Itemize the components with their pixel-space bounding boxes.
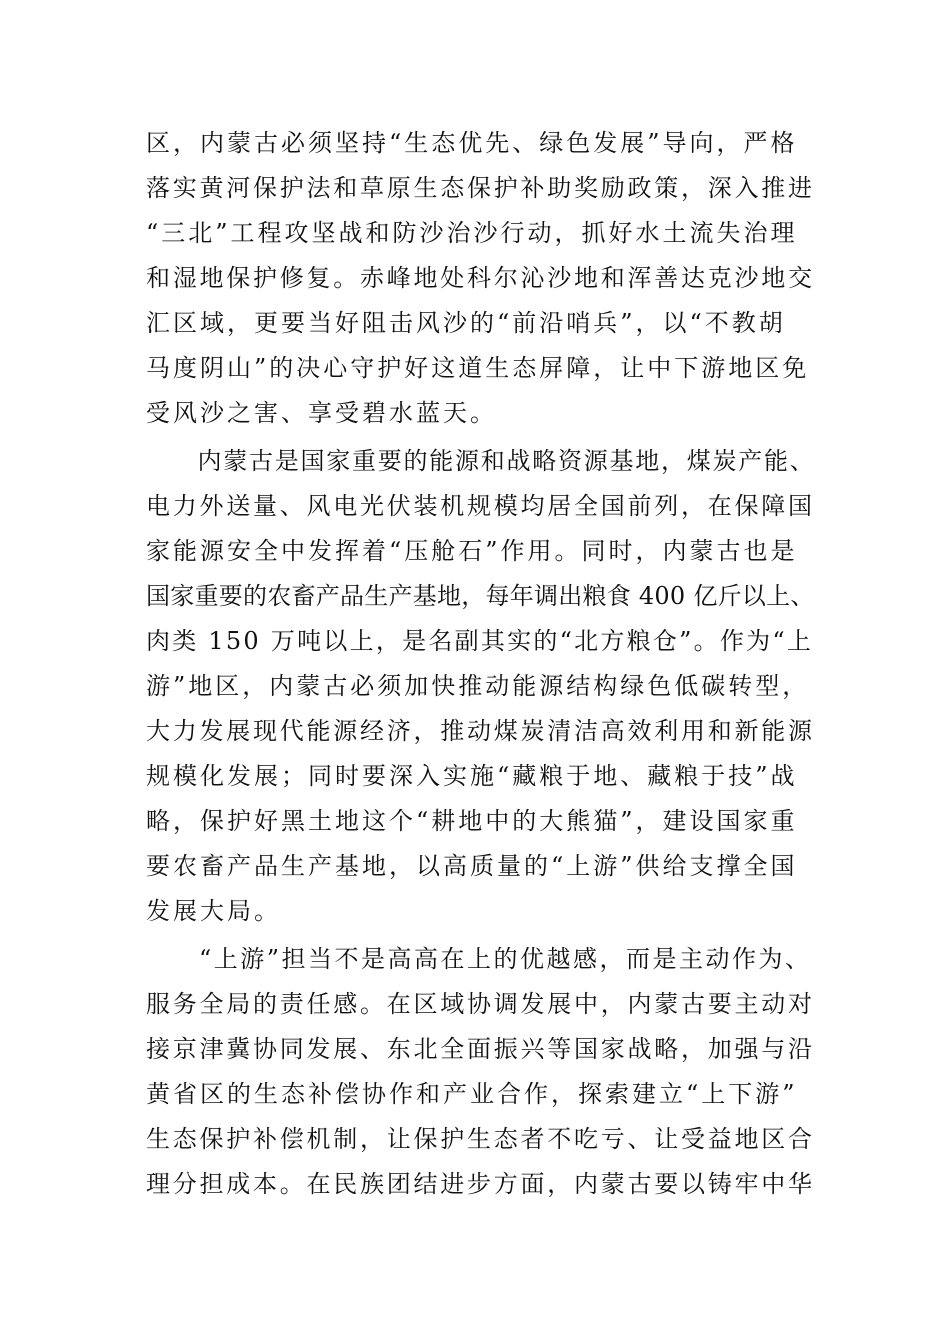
text-line: 受风沙之害、享受碧水蓝天。: [146, 399, 497, 427]
paragraph: [146, 121, 816, 436]
paragraph: [146, 439, 816, 934]
text-line: 略，保护好黑土地这个“耕地中的大熊猫”，建设国家重: [146, 807, 798, 835]
text-line: “三北”工程攻坚战和防沙治沙行动，抓好水土流失治理: [146, 219, 798, 247]
text-line: 大力发展现代能源经济，推动煤炭清洁高效利用和新能源: [146, 717, 815, 745]
text-line: 汇区域，更要当好阻击风沙的“前沿哨兵”，以“不教胡: [146, 309, 786, 337]
text-line: 电力外送量、风电光伏装机规模均居全国前列，在保障国: [146, 492, 815, 520]
text-line: 要农畜产品生产基地，以高质量的“上游”供给支撑全国: [146, 852, 798, 880]
text-line: 接京津冀协同发展、东北全面振兴等国家战略，加强与沿: [146, 1035, 815, 1063]
text-line: 落实黄河保护法和草原生态保护补助奖励政策，深入推进: [146, 174, 815, 202]
text-line: “上游”担当不是高高在上的优越感，而是主动作为、: [146, 945, 812, 973]
text-line: 国家重要的农畜产品生产基地，每年调出粮食 400 亿斤以上、: [146, 582, 815, 610]
text-line: 理分担成本。在民族团结进步方面，内蒙古要以铸牢中华: [146, 1170, 815, 1198]
text-line: 游”地区，内蒙古必须加快推动能源结构绿色低碳转型，: [146, 672, 810, 700]
text-line: 区，内蒙古必须坚持“生态优先、绿色发展”导向，严格: [146, 129, 798, 157]
text-line: 家能源安全中发挥着“压舱石”作用。同时，内蒙古也是: [146, 537, 798, 565]
text-line: 肉类 150 万吨以上，是名副其实的“北方粮仓”。作为“上: [146, 627, 814, 655]
paragraph: [146, 937, 816, 1207]
text-line: 发展大局。: [146, 897, 281, 925]
text-line: 黄省区的生态补偿协作和产业合作，探索建立“上下游”: [146, 1080, 798, 1108]
text-line: 生态保护补偿机制，让保护生态者不吃亏、让受益地区合: [146, 1125, 815, 1153]
text-line: 服务全局的责任感。在区域协调发展中，内蒙古要主动对: [146, 990, 815, 1018]
text-line: 内蒙古是国家重要的能源和战略资源基地，煤炭产能、: [146, 447, 816, 475]
text-line: 和湿地保护修复。赤峰地处科尔沁沙地和浑善达克沙地交: [146, 264, 815, 292]
text-line: 马度阴山”的决心守护好这道生态屏障，让中下游地区免: [146, 354, 810, 382]
document-body: [146, 121, 816, 1207]
text-line: 规模化发展；同时要深入实施“藏粮于地、藏粮于技”战: [146, 762, 798, 790]
